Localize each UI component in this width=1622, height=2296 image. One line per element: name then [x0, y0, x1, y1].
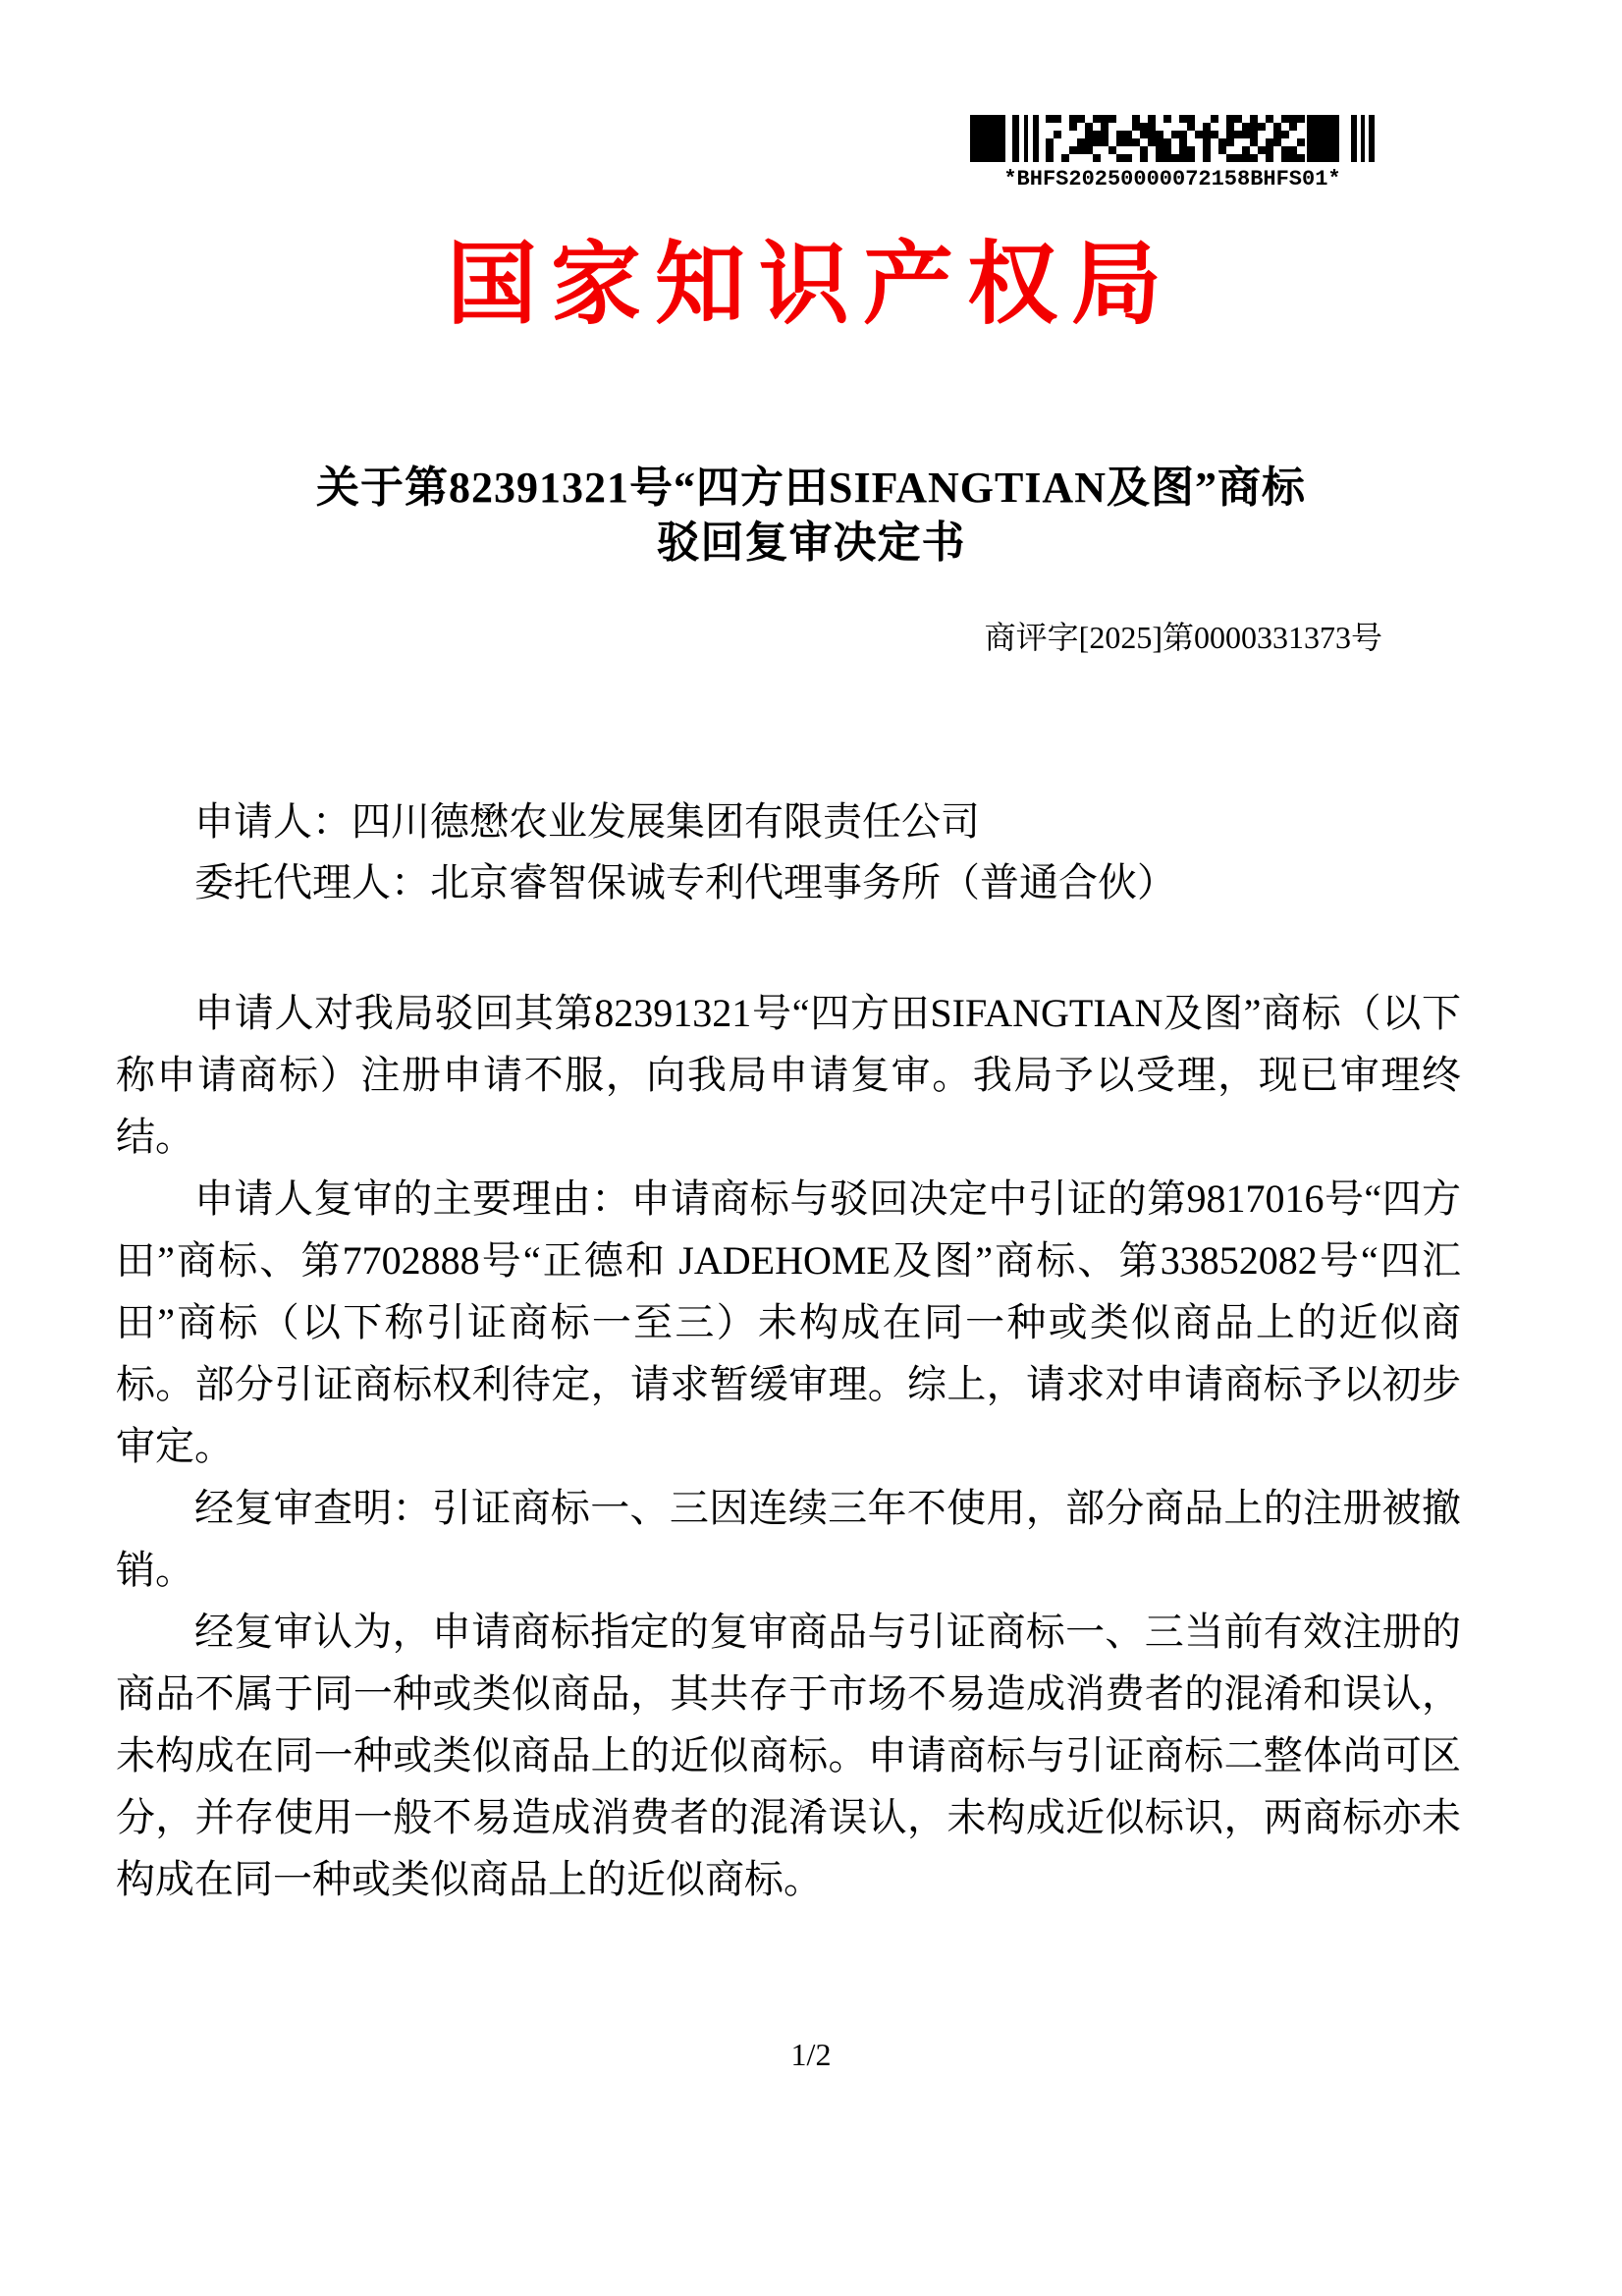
body-paragraphs: [116, 982, 1461, 1910]
body-paragraph: 申请人复审的主要理由：申请商标与驳回决定中引证的第9817016号“四方田”商标、第7702888号“正德和 JADEHOME及图”商标、第33852082号“四汇田”商标（以下称引证商标一至三）未构成在同一种或类似商品上的近似商标。部分引证商标权利待定，请求暂缓审理。综上，请求对申请商标予以初步审定。: [116, 1176, 1461, 1468]
case-number: 商评字[2025]第0000331373号: [984, 620, 1382, 655]
document-title-line1: 关于第82391321号“四方田SIFANGTIAN及图”商标: [315, 464, 1306, 512]
document-title-line2: 驳回复审决定书: [656, 519, 966, 567]
page-number: 1/2: [790, 2037, 832, 2072]
barcode-icon: [970, 114, 1375, 163]
barcode-text: *BHFS20250000072158BHFS01*: [1003, 167, 1341, 191]
agent-line: 委托代理人：北京睿智保诚专利代理事务所（普通合伙）: [194, 860, 1176, 904]
parties-block: [116, 792, 1461, 913]
document-title: [0, 461, 1622, 571]
applicant-line: 申请人：四川德懋农业发展集团有限责任公司: [194, 799, 980, 844]
body-paragraph: 申请人对我局驳回其第82391321号“四方田SIFANGTIAN及图”商标（以下称申请商标）注册申请不服，向我局申请复审。我局予以受理，现已审理终结。: [116, 991, 1461, 1159]
agency-title: 国家知识产权局: [446, 235, 1175, 335]
body-paragraph: 经复审认为，申请商标指定的复审商品与引证商标一、三当前有效注册的商品不属于同一种或类似商品，其共存于市场不易造成消费者的混淆和误认，未构成在同一种或类似商品上的近似商标。申请商标与引证商标二整体尚可区分，并存使用一般不易造成消费者的混淆误认，未构成近似标识，两商标亦未构成在同一种或类似商品上的近似商标。: [116, 1610, 1461, 1901]
barcode-block: [970, 114, 1375, 191]
body-paragraph: 经复审查明：引证商标一、三因连续三年不使用，部分商品上的注册被撤销。: [116, 1486, 1461, 1592]
